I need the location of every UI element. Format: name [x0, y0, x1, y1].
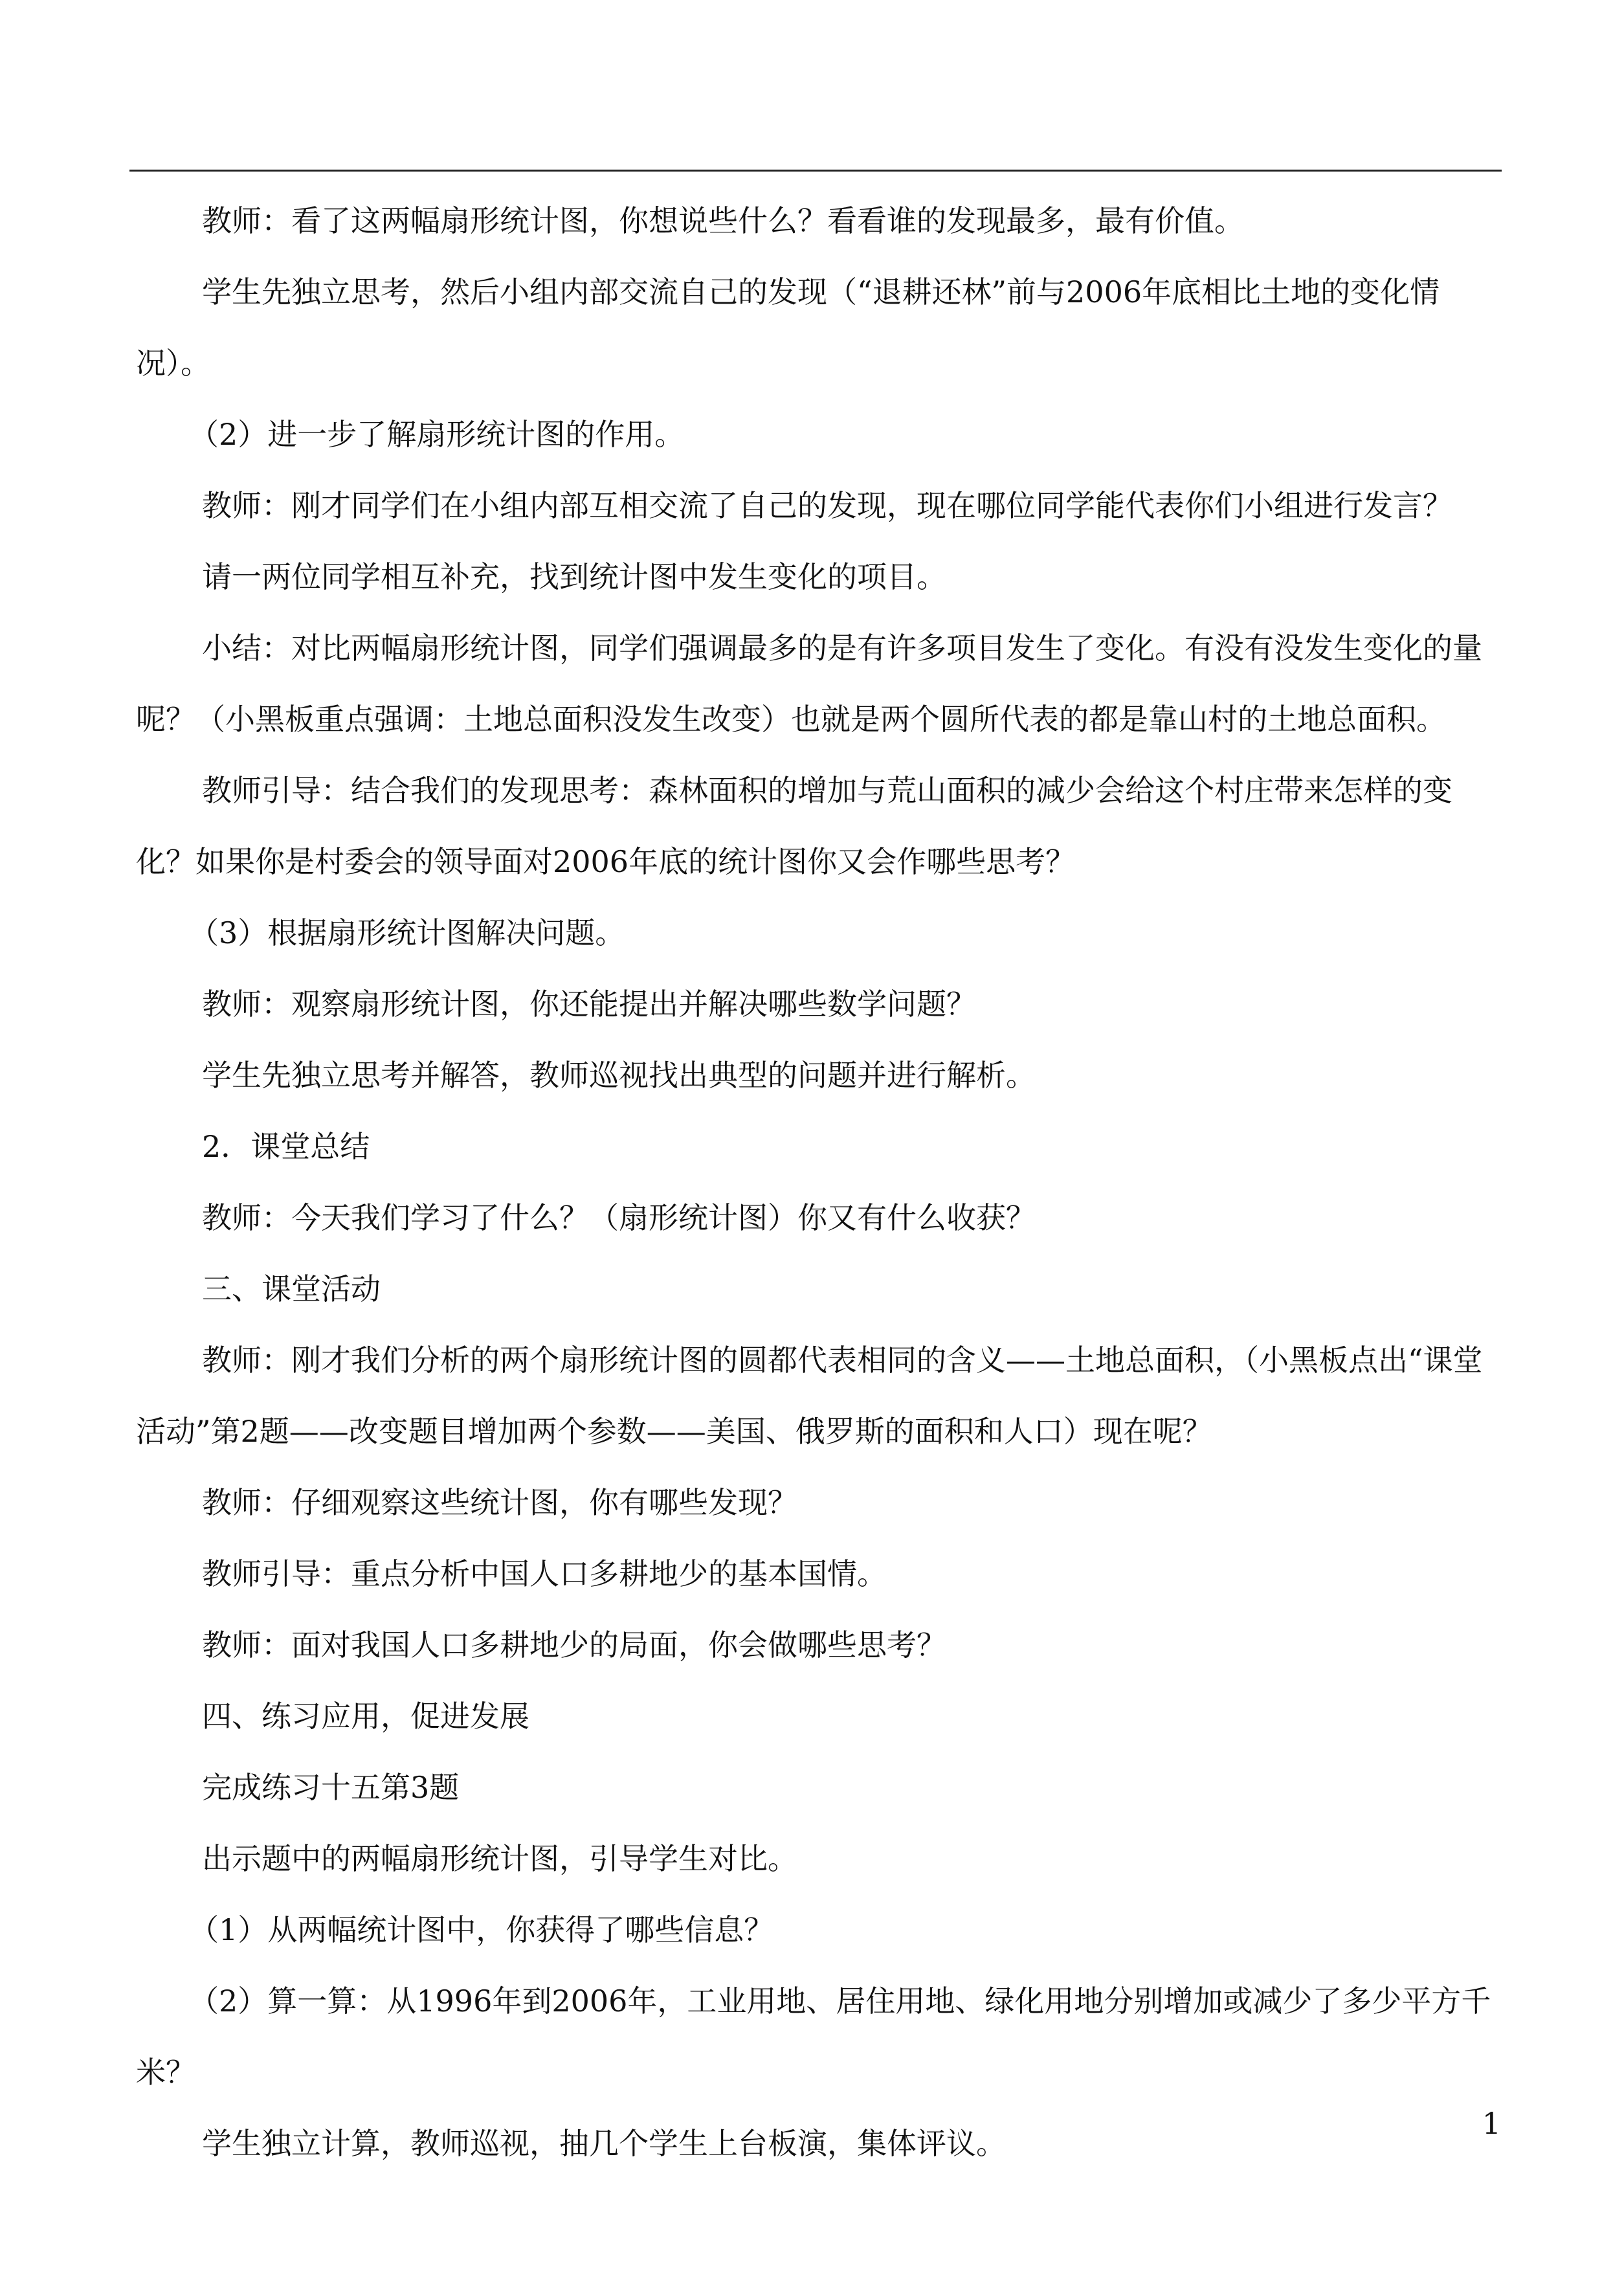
paragraph: 教师：刚才同学们在小组内部互相交流了自己的发现，现在哪位同学能代表你们小组进行发言？ [202, 488, 1452, 523]
paragraph: 小结：对比两幅扇形统计图，同学们强调最多的是有许多项目发生了变化。有没有没发生变化的量呢？（小黑板重点强调：土地总面积没发生改变）也就是两个圆所代表的都是靠山村的土地总面积。 [136, 631, 1482, 737]
section-heading: 2．课堂总结 [202, 1129, 370, 1164]
header-rule [129, 170, 1502, 172]
paragraph: 出示题中的两幅扇形统计图，引导学生对比。 [202, 1841, 797, 1876]
paragraph: 教师引导：结合我们的发现思考：森林面积的增加与荒山面积的减少会给这个村庄带来怎样的变化？如果你是村委会的领导面对2006年底的统计图你又会作哪些思考？ [136, 773, 1452, 879]
page-number: 1 [1482, 2106, 1501, 2141]
paragraph: 学生先独立思考并解答，教师巡视找出典型的问题并进行解析。 [202, 1058, 1036, 1093]
paragraph: 教师：今天我们学习了什么？（扇形统计图）你又有什么收获？ [202, 1200, 1036, 1235]
paragraph: 教师：面对我国人口多耕地少的局面，你会做哪些思考？ [202, 1627, 946, 1662]
paragraph: （2）进一步了解扇形统计图的作用。 [189, 417, 685, 452]
paragraph: （2）算一算：从1996年到2006年，工业用地、居住用地、绿化用地分别增加或减少了多少平方千米？ [136, 1984, 1491, 2090]
paragraph: 教师：看了这两幅扇形统计图，你想说些什么？看看谁的发现最多，最有价值。 [202, 203, 1244, 238]
paragraph: 学生独立计算，教师巡视，抽几个学生上台板演，集体评议。 [202, 2126, 1006, 2161]
paragraph: （3）根据扇形统计图解决问题。 [189, 915, 625, 950]
paragraph: 教师：仔细观察这些统计图，你有哪些发现？ [202, 1485, 797, 1520]
paragraph: 教师引导：重点分析中国人口多耕地少的基本国情。 [202, 1556, 887, 1591]
section-heading: 三、课堂活动 [202, 1271, 381, 1306]
paragraph: 请一两位同学相互补充，找到统计图中发生变化的项目。 [202, 559, 946, 594]
paragraph: 完成练习十五第3题 [202, 1770, 460, 1805]
document-body [136, 185, 1502, 2179]
paragraph: 学生先独立思考，然后小组内部交流自己的发现（“退耕还林”前与2006年底相比土地的变化情况）。 [136, 274, 1440, 381]
paragraph: （1）从两幅统计图中，你获得了哪些信息？ [189, 1912, 774, 1947]
paragraph: 教师：观察扇形统计图，你还能提出并解决哪些数学问题？ [202, 987, 976, 1022]
paragraph: 教师：刚才我们分析的两个扇形统计图的圆都代表相同的含义——土地总面积，（小黑板点出“课堂活动”第2题——改变题目增加两个参数——美国、俄罗斯的面积和人口）现在呢？ [136, 1343, 1483, 1449]
section-heading: 四、练习应用，促进发展 [202, 1699, 529, 1734]
